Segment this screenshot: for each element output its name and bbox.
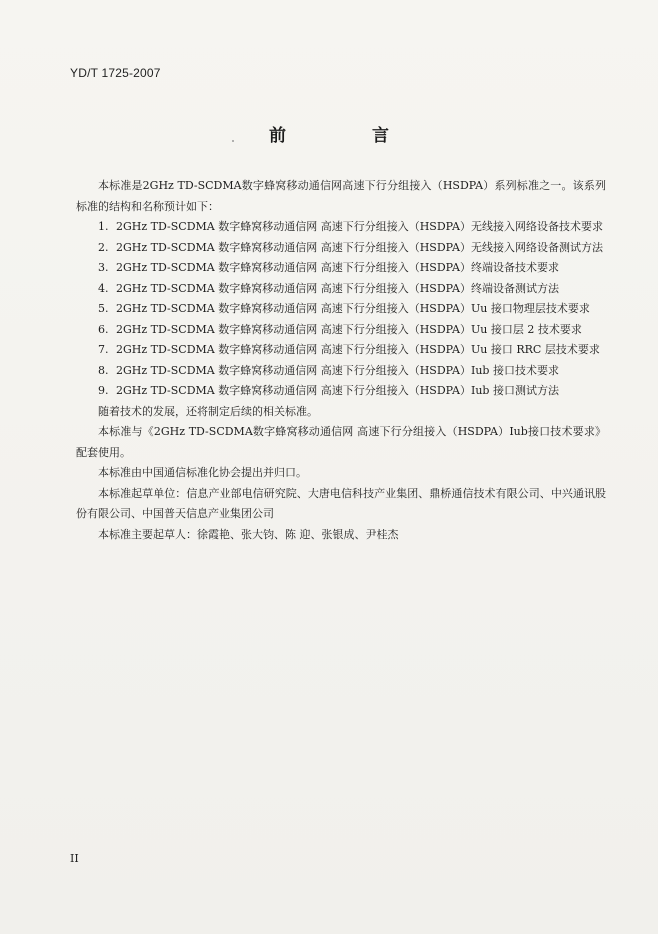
list-number: 7. (98, 343, 109, 356)
list-number: 2. (98, 240, 109, 254)
list-number: 3. (98, 261, 109, 274)
intro-paragraph: 本标准是2GHz TD-SCDMA数字蜂窝移动通信网高速下行分组接入（HSDPA）系列标准之一。该系列标准的结构和名称预计如下： (76, 179, 606, 213)
standard-code: YD/T 1725-2007 (70, 66, 161, 80)
proposer-paragraph: 本标准由中国通信标准化协会提出并归口。 (98, 466, 307, 479)
list-number: 4. (98, 281, 109, 295)
list-text: 2GHz TD-SCDMA 数字蜂窝移动通信网 高速下行分组接入（HSDPA）Uu 接口物理层技术要求 (116, 302, 590, 315)
list-item (76, 299, 606, 320)
drafters-paragraph: 本标准主要起草人：徐霞艳、张大钧、陈 迎、张银成、尹桂杰 (98, 527, 399, 541)
series-list (76, 217, 606, 402)
list-number: 5. (98, 302, 109, 315)
page-number: II (70, 852, 79, 865)
list-item (76, 217, 606, 238)
list-text: 2GHz TD-SCDMA 数字蜂窝移动通信网 高速下行分组接入（HSDPA）Uu 接口层 2 技术要求 (116, 322, 582, 336)
list-number: 1. (98, 220, 109, 233)
list-text: 2GHz TD-SCDMA 数字蜂窝移动通信网 高速下行分组接入（HSDPA）终端设备测试方法 (116, 281, 560, 295)
document-body (76, 176, 606, 545)
page-title: 前 言 (269, 126, 429, 146)
list-item (76, 361, 606, 382)
drafting-units-paragraph: 本标准起草单位：信息产业部电信研究院、大唐电信科技产业集团、鼎桥通信技术有限公司、中兴通讯股份有限公司、中国普天信息产业集团公司 (76, 486, 606, 520)
list-item (76, 258, 606, 279)
list-item (76, 320, 606, 341)
list-text: 2GHz TD-SCDMA 数字蜂窝移动通信网 高速下行分组接入（HSDPA）无线接入网络设备技术要求 (116, 220, 604, 233)
list-text: 2GHz TD-SCDMA 数字蜂窝移动通信网 高速下行分组接入（HSDPA）Iub 接口测试方法 (116, 384, 559, 397)
list-number: 6. (98, 322, 109, 336)
list-text: 2GHz TD-SCDMA 数字蜂窝移动通信网 高速下行分组接入（HSDPA）Iub 接口技术要求 (116, 363, 559, 377)
companion-paragraph: 本标准与《2GHz TD-SCDMA数字蜂窝移动通信网 高速下行分组接入（HSDPA）Iub接口技术要求》配套使用。 (76, 425, 606, 459)
list-item (76, 340, 606, 361)
list-item (76, 381, 606, 402)
list-text: 2GHz TD-SCDMA 数字蜂窝移动通信网 高速下行分组接入（HSDPA）Uu 接口 RRC 层技术要求 (116, 343, 600, 356)
list-number: 9. (98, 384, 109, 397)
list-number: 8. (98, 363, 109, 377)
future-note-paragraph: 随着技术的发展，还将制定后续的相关标准。 (98, 404, 318, 418)
list-item (76, 238, 606, 259)
list-text: 2GHz TD-SCDMA 数字蜂窝移动通信网 高速下行分组接入（HSDPA）终端设备技术要求 (116, 261, 560, 274)
list-item (76, 279, 606, 300)
list-text: 2GHz TD-SCDMA 数字蜂窝移动通信网 高速下行分组接入（HSDPA）无线接入网络设备测试方法 (116, 240, 604, 254)
